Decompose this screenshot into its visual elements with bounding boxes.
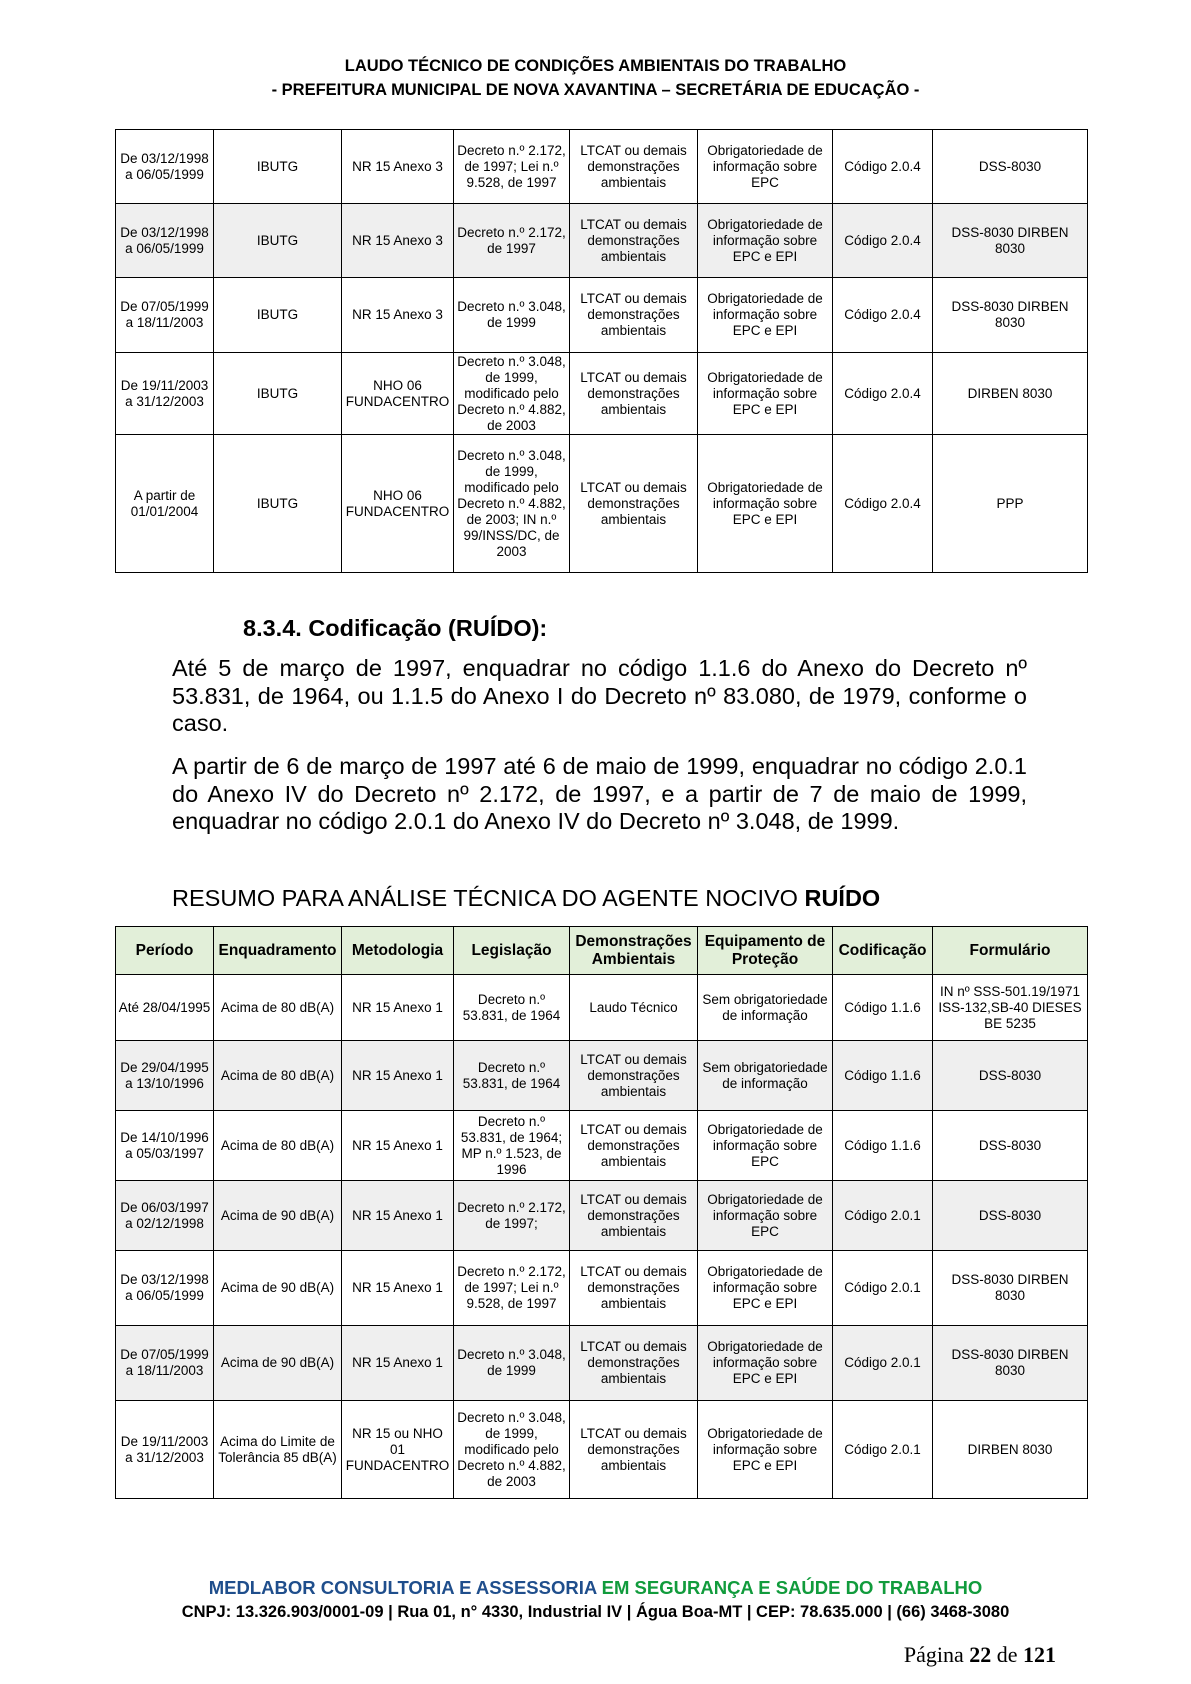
table-row: [116, 278, 1088, 353]
method-cell: IBUTG: [214, 130, 342, 204]
form-cell: DIRBEN 8030: [933, 353, 1088, 435]
paragraph-2: A partir de 6 de março de 1997 até 6 de maio de 1999, enquadrar no código 2.0.1 do Anexo IV do Decreto nº 2.172, de 1997, e a partir de 7 de maio de 1999, enquadrar no código 2.0.1 do Anexo IV do Decreto nº 3.048, de 1999.: [172, 753, 1027, 834]
section-title: 8.3.4. Codificação (RUÍDO):: [243, 615, 548, 641]
protection-cell: Obrigatoriedade de informação sobre EPC: [698, 1111, 833, 1181]
protection-cell: Obrigatoriedade de informação sobre EPC e EPI: [698, 204, 833, 278]
code-cell: Código 2.0.4: [833, 204, 933, 278]
protection-cell: Obrigatoriedade de informação sobre EPC e EPI: [698, 435, 833, 573]
table-row: [116, 1251, 1088, 1326]
protection-cell: Obrigatoriedade de informação sobre EPC e EPI: [698, 1251, 833, 1326]
methodology-cell: NR 15 Anexo 1: [342, 1041, 454, 1111]
form-cell: DSS-8030 DIRBEN 8030: [933, 1251, 1088, 1326]
period-cell: Até 28/04/1995: [116, 975, 214, 1041]
table-row: [116, 1041, 1088, 1111]
table-row: [116, 1326, 1088, 1401]
protection-cell: Obrigatoriedade de informação sobre EPC e EPI: [698, 353, 833, 435]
period-cell: De 03/12/1998 a 06/05/1999: [116, 1251, 214, 1326]
protection-cell: Obrigatoriedade de informação sobre EPC e EPI: [698, 1326, 833, 1401]
demonstration-cell: LTCAT ou demais demonstrações ambientais: [570, 130, 698, 204]
period-cell: De 14/10/1996 a 05/03/1997: [116, 1111, 214, 1181]
legislation-cell: Decreto n.º 2.172, de 1997; Lei n.º 9.528, de 1997: [454, 130, 570, 204]
period-cell: De 07/05/1999 a 18/11/2003: [116, 278, 214, 353]
methodology-cell: NR 15 Anexo 1: [342, 1326, 454, 1401]
summary-title-bold: RUÍDO: [804, 885, 881, 911]
page-current: 22: [969, 1642, 992, 1667]
document-header: [0, 54, 1191, 102]
period-cell: De 03/12/1998 a 06/05/1999: [116, 130, 214, 204]
summary-title: [172, 885, 880, 912]
code-cell: Código 2.0.4: [833, 278, 933, 353]
period-cell: De 06/03/1997 a 02/12/1998: [116, 1181, 214, 1251]
methodology-cell: NR 15 ou NHO 01 FUNDACENTRO: [342, 1401, 454, 1499]
period-cell: De 07/05/1999 a 18/11/2003: [116, 1326, 214, 1401]
table-row: [116, 204, 1088, 278]
method-cell: IBUTG: [214, 204, 342, 278]
legislation-cell: Decreto n.º 53.831, de 1964: [454, 975, 570, 1041]
header-cell: Enquadramento: [214, 927, 342, 975]
footer-address: CNPJ: 13.326.903/0001-09 | Rua 01, n° 4330, Industrial IV | Água Boa-MT | CEP: 78.635.000 | (66) 3468-3080: [181, 1603, 1010, 1621]
method-cell: IBUTG: [214, 353, 342, 435]
method-cell: Acima de 90 dB(A): [214, 1326, 342, 1401]
code-cell: Código 1.1.6: [833, 1041, 933, 1111]
demonstration-cell: LTCAT ou demais demonstrações ambientais: [570, 1401, 698, 1499]
table-row: [116, 1181, 1088, 1251]
code-cell: Código 1.1.6: [833, 1111, 933, 1181]
legislation-cell: Decreto n.º 2.172, de 1997;: [454, 1181, 570, 1251]
protection-cell: Sem obrigatoriedade de informação: [698, 1041, 833, 1111]
methodology-cell: NHO 06 FUNDACENTRO: [342, 435, 454, 573]
demonstration-cell: LTCAT ou demais demonstrações ambientais: [570, 204, 698, 278]
form-cell: PPP: [933, 435, 1088, 573]
legislation-cell: Decreto n.º 3.048, de 1999, modificado pelo Decreto n.º 4.882, de 2003: [454, 1401, 570, 1499]
protection-cell: Obrigatoriedade de informação sobre EPC e EPI: [698, 278, 833, 353]
method-cell: Acima de 90 dB(A): [214, 1251, 342, 1326]
code-cell: Código 1.1.6: [833, 975, 933, 1041]
method-cell: Acima de 80 dB(A): [214, 975, 342, 1041]
table-row: [116, 1401, 1088, 1499]
form-cell: DSS-8030 DIRBEN 8030: [933, 204, 1088, 278]
methodology-cell: NR 15 Anexo 3: [342, 278, 454, 353]
code-cell: Código 2.0.4: [833, 353, 933, 435]
form-cell: DSS-8030 DIRBEN 8030: [933, 1326, 1088, 1401]
header-subtitle: - PREFEITURA MUNICIPAL DE NOVA XAVANTINA – SECRETÁRIA DE EDUCAÇÃO -: [271, 81, 920, 99]
header-title: LAUDO TÉCNICO DE CONDIÇÕES AMBIENTAIS DO TRABALHO: [344, 57, 847, 75]
period-cell: De 29/04/1995 a 13/10/1996: [116, 1041, 214, 1111]
legislation-cell: Decreto n.º 3.048, de 1999: [454, 278, 570, 353]
form-cell: DSS-8030: [933, 1111, 1088, 1181]
protection-cell: Obrigatoriedade de informação sobre EPC: [698, 1181, 833, 1251]
period-cell: De 03/12/1998 a 06/05/1999: [116, 204, 214, 278]
period-cell: De 19/11/2003 a 31/12/2003: [116, 1401, 214, 1499]
methodology-cell: NR 15 Anexo 1: [342, 975, 454, 1041]
header-cell: Codificação: [833, 927, 933, 975]
page-number: [904, 1642, 1056, 1668]
form-cell: DSS-8030: [933, 1181, 1088, 1251]
demonstration-cell: LTCAT ou demais demonstrações ambientais: [570, 435, 698, 573]
demonstration-cell: LTCAT ou demais demonstrações ambientais: [570, 353, 698, 435]
period-cell: De 19/11/2003 a 31/12/2003: [116, 353, 214, 435]
ruido-summary-table: [115, 926, 1088, 1499]
legislation-cell: Decreto n.º 2.172, de 1997: [454, 204, 570, 278]
legislation-cell: Decreto n.º 53.831, de 1964: [454, 1041, 570, 1111]
table2-body: [116, 975, 1088, 1499]
header-cell: Período: [116, 927, 214, 975]
summary-title-prefix: RESUMO PARA ANÁLISE TÉCNICA DO AGENTE NOCIVO: [172, 885, 805, 911]
footer-company: [0, 1577, 1191, 1599]
code-cell: Código 2.0.1: [833, 1401, 933, 1499]
header-cell: Metodologia: [342, 927, 454, 975]
code-cell: Código 2.0.1: [833, 1326, 933, 1401]
code-cell: Código 2.0.1: [833, 1181, 933, 1251]
method-cell: Acima de 80 dB(A): [214, 1041, 342, 1111]
protection-cell: Sem obrigatoriedade de informação: [698, 975, 833, 1041]
page-label: Página: [903, 1642, 964, 1667]
paragraph-1: Até 5 de março de 1997, enquadrar no código 1.1.6 do Anexo do Decreto nº 53.831, de 1964, ou 1.1.5 do Anexo I do Decreto nº 83.080, de 1979, conforme o caso.: [172, 655, 1027, 736]
header-cell: Equipamento de Proteção: [698, 927, 833, 975]
protection-cell: Obrigatoriedade de informação sobre EPC e EPI: [698, 1401, 833, 1499]
legislation-cell: Decreto n.º 2.172, de 1997; Lei n.º 9.528, de 1997: [454, 1251, 570, 1326]
methodology-cell: NR 15 Anexo 3: [342, 204, 454, 278]
method-cell: Acima do Limite de Tolerância 85 dB(A): [214, 1401, 342, 1499]
table-row: [116, 353, 1088, 435]
method-cell: Acima de 90 dB(A): [214, 1181, 342, 1251]
demonstration-cell: LTCAT ou demais demonstrações ambientais: [570, 1251, 698, 1326]
footer-company-tagline: EM SEGURANÇA E SAÚDE DO TRABALHO: [601, 1577, 983, 1598]
demonstration-cell: LTCAT ou demais demonstrações ambientais: [570, 1181, 698, 1251]
protection-cell: Obrigatoriedade de informação sobre EPC: [698, 130, 833, 204]
page-of: de: [996, 1642, 1018, 1667]
header-cell: Formulário: [933, 927, 1088, 975]
code-cell: Código 2.0.1: [833, 1251, 933, 1326]
table-row: [116, 975, 1088, 1041]
page-total: 121: [1023, 1642, 1056, 1667]
ibutg-continuation-table: [115, 129, 1088, 573]
method-cell: IBUTG: [214, 278, 342, 353]
form-cell: DIRBEN 8030: [933, 1401, 1088, 1499]
header-cell: Legislação: [454, 927, 570, 975]
form-cell: DSS-8030: [933, 1041, 1088, 1111]
demonstration-cell: LTCAT ou demais demonstrações ambientais: [570, 278, 698, 353]
footer-company-name: MEDLABOR CONSULTORIA E ASSESSORIA: [208, 1577, 602, 1598]
table-row: [116, 1111, 1088, 1181]
methodology-cell: NR 15 Anexo 1: [342, 1181, 454, 1251]
demonstration-cell: LTCAT ou demais demonstrações ambientais: [570, 1041, 698, 1111]
methodology-cell: NR 15 Anexo 1: [342, 1251, 454, 1326]
form-cell: DSS-8030: [933, 130, 1088, 204]
code-cell: Código 2.0.4: [833, 435, 933, 573]
legislation-cell: Decreto n.º 3.048, de 1999, modificado pelo Decreto n.º 4.882, de 2003; IN n.º 99/INSS/DC, de 2003: [454, 435, 570, 573]
method-cell: IBUTG: [214, 435, 342, 573]
code-cell: Código 2.0.4: [833, 130, 933, 204]
methodology-cell: NHO 06 FUNDACENTRO: [342, 353, 454, 435]
table2-header-row: [116, 927, 1088, 975]
legislation-cell: Decreto n.º 3.048, de 1999, modificado pelo Decreto n.º 4.882, de 2003: [454, 353, 570, 435]
demonstration-cell: LTCAT ou demais demonstrações ambientais: [570, 1111, 698, 1181]
method-cell: Acima de 80 dB(A): [214, 1111, 342, 1181]
header-cell: Demonstrações Ambientais: [570, 927, 698, 975]
legislation-cell: Decreto n.º 3.048, de 1999: [454, 1326, 570, 1401]
demonstration-cell: LTCAT ou demais demonstrações ambientais: [570, 1326, 698, 1401]
table-row: [116, 130, 1088, 204]
legislation-cell: Decreto n.º 53.831, de 1964; MP n.º 1.523, de 1996: [454, 1111, 570, 1181]
demonstration-cell: Laudo Técnico: [570, 975, 698, 1041]
methodology-cell: NR 15 Anexo 1: [342, 1111, 454, 1181]
table1-body: [116, 130, 1088, 573]
form-cell: DSS-8030 DIRBEN 8030: [933, 278, 1088, 353]
period-cell: A partir de 01/01/2004: [116, 435, 214, 573]
methodology-cell: NR 15 Anexo 3: [342, 130, 454, 204]
table-row: [116, 435, 1088, 573]
form-cell: IN nº SSS-501.19/1971 ISS-132,SB-40 DIESES BE 5235: [933, 975, 1088, 1041]
